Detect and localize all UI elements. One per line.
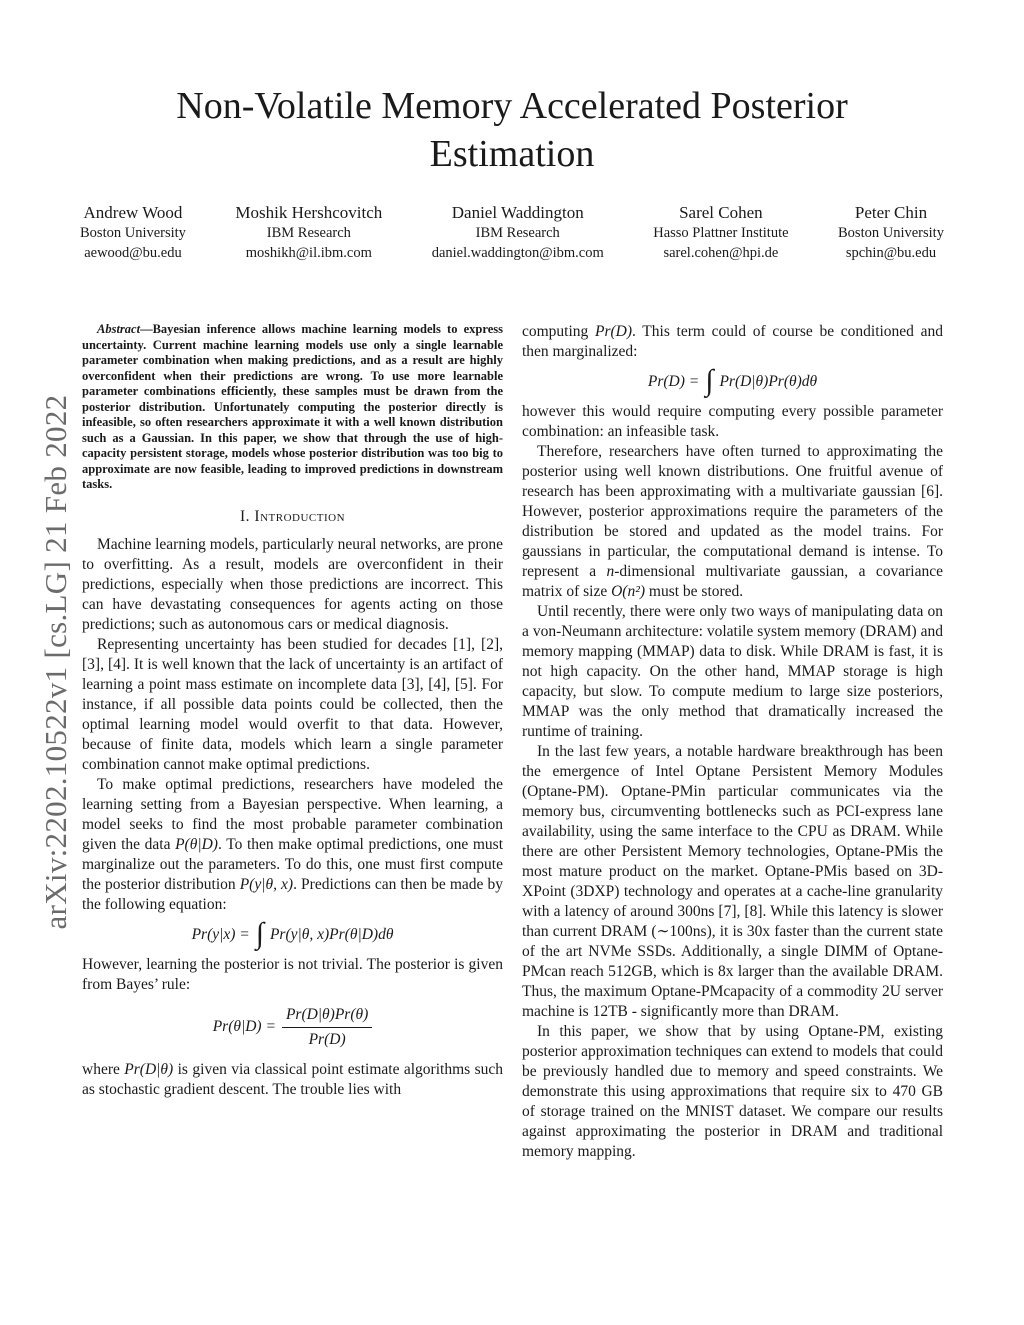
- author-name: Sarel Cohen: [679, 203, 763, 222]
- author-email[interactable]: moshikh@il.ibm.com: [245, 245, 372, 261]
- paragraph: Machine learning models, particularly neural networks, are prone to overfitting. As a result, models are overconfident in their predictions, especially when those predictions are incorrect. This can have devastating consequences for agents acting on those predictions; such as autonomous cars or medical diagnosis.: [82, 535, 503, 633]
- arxiv-identifier[interactable]: arXiv:2202.10522v1 [cs.LG] 21 Feb 2022: [38, 394, 73, 930]
- author-name: Moshik Hershcovitch: [235, 203, 383, 222]
- author: [838, 202, 944, 263]
- eq-rhs: Pr(y|θ, x)Pr(θ|D)dθ: [269, 925, 394, 943]
- author-email[interactable]: spchin@bu.edu: [845, 245, 937, 261]
- paragraph: In the last few years, a notable hardware breakthrough has been the emergence of Intel Optane Persistent Memory Modules (Optane-PM). Optane-PMin particular communicates via the memory bus, circumventing bottlenecks such as PCI-express lane availability, using the same interface to the CPU as DRAM. While there are other Persistent Memory technologies, Optane-PMis the most mature product on the market. Optane-PMis based on 3D-XPoint (3DXP) technology and operates at a cache-line granularity with a latency of around 300ns [7], [8]. While this latency is slower than current DRAM (∼100ns), it is 30x faster than the current state of the art NVMe SSDs. Additionally, a single DIMM of Optane-PMcan reach 512GB, which is 8x larger than the available DRAM. Thus, the maximum Optane-PMcapacity of a commodity 2U server machine is 12TB - significantly more than DRAM.: [522, 743, 943, 1020]
- integral-sign: ∫: [255, 916, 264, 950]
- fraction-numerator: Pr(D|θ)Pr(θ): [282, 1005, 372, 1028]
- equation-predictive: [82, 916, 503, 950]
- math-inline: P(y|θ, x): [239, 875, 294, 893]
- author-affiliation: Boston University: [80, 225, 186, 241]
- author-list: [80, 202, 944, 263]
- paragraph: [522, 442, 943, 602]
- text-run: . To then make optimal predictions, one must marginalize out the parameters. To do this, one must first compute the posterior distribution: [82, 835, 503, 893]
- text-run: must be stored.: [645, 583, 744, 600]
- author-name: Andrew Wood: [83, 203, 183, 222]
- right-column: [522, 322, 943, 1162]
- paragraph: [82, 1060, 503, 1100]
- text-run: computing: [522, 323, 595, 340]
- text-run: -dimensional multivariate gaussian, a covariance matrix of size: [522, 563, 943, 600]
- abstract: [82, 322, 503, 493]
- paragraph: However, learning the posterior is not trivial. The posterior is given from Bayes’ rule:: [82, 955, 503, 993]
- equation-evidence: [522, 364, 943, 397]
- author: [653, 202, 788, 263]
- abstract-text: Bayesian inference allows machine learning models to express uncertainty. Current machine learning models use only a single learnable parameter combination when making predictions, and as a result are highly overconfident when their predictions are wrong. To use more learnable parameter combinations efficiently, these samples must be drawn from the posterior distribution. Unfortunately computing the posterior directly is infeasible, so often researchers approximate it with a well known distribution such as a Gaussian. In this paper, we show that through the use of high-capacity persistent storage, models whose posterior distribution was too big to approximate are now feasible, leading to improved predictions in downstream tasks.: [82, 322, 503, 491]
- author-email[interactable]: aewood@bu.edu: [84, 245, 182, 261]
- math-inline: P(θ|D): [175, 835, 218, 853]
- text-run: . This term could of course be conditioned and then marginalized:: [522, 323, 943, 360]
- left-column: [82, 322, 503, 1100]
- text-run: . Predictions can then be made by the following equation:: [82, 875, 503, 913]
- section-title: Introduction: [254, 507, 346, 525]
- text-run: To make optimal predictions, researchers have modeled the learning setting from a Bayesian perspective. When learning, a model seeks to find the most probable parameter combination given the data: [82, 775, 503, 853]
- paragraph: Representing uncertainty has been studied for decades [1], [2], [3], [4]. It is well known that the lack of uncertainty is an artifact of learning a point mass estimate on incomplete data [3], [4], [5]. For instance, if all possible data points could be collected, then the optimal learning model would overfit to that data. However, because of finite data, models which learn a single parameter combination cannot make optimal predictions.: [82, 635, 503, 773]
- abstract-label: Abstract: [97, 322, 141, 336]
- math-inline: Pr(D|θ): [124, 1060, 174, 1078]
- paragraph: In this paper, we show that by using Optane-PM, existing posterior approximation techniques can extend to models that could be previously handled due to memory and speed constraints. We demonstrate this using approximations that require six to 470 GB of storage trained on the MNIST dataset. We compare our results against approximating the posterior in DRAM and traditional memory mapping.: [522, 1023, 943, 1160]
- eq-lhs: Pr(y|x) =: [191, 925, 250, 943]
- author-email[interactable]: sarel.cohen@hpi.de: [663, 245, 779, 261]
- author-affiliation: Hasso Plattner Institute: [653, 225, 789, 241]
- integral-sign: ∫: [705, 364, 714, 397]
- author-name: Peter Chin: [854, 203, 928, 222]
- equation-bayes: [82, 1005, 503, 1050]
- math-inline: Pr(D): [594, 323, 633, 340]
- paragraph: Until recently, there were only two ways of manipulating data on a von-Neumann architecture: volatile system memory (DRAM) and memory mapping (MMAP) data to disk. While DRAM is fast, it is not high capacity. On the other hand, MMAP storage is high capacity, but slow. To compute medium to large size posteriors, MMAP was the only method that dramatically increased the runtime of training.: [522, 603, 943, 740]
- author-email[interactable]: daniel.waddington@ibm.com: [431, 245, 604, 261]
- paragraph: [82, 775, 503, 915]
- section-heading: [82, 507, 503, 527]
- author-affiliation: IBM Research: [475, 225, 560, 241]
- paper-title: Non-Volatile Memory Accelerated Posterior Estimation: [176, 85, 848, 175]
- eq-rhs: Pr(D|θ)Pr(θ)dθ: [719, 373, 818, 390]
- paragraph: [522, 322, 943, 362]
- author: [235, 202, 382, 263]
- fraction: [282, 1005, 372, 1050]
- author-affiliation: Boston University: [838, 225, 944, 241]
- author-name: Daniel Waddington: [451, 203, 584, 222]
- author-affiliation: IBM Research: [266, 225, 351, 241]
- eq-lhs: Pr(D) =: [647, 373, 700, 390]
- author: [80, 202, 186, 263]
- eq-lhs: Pr(θ|D) =: [212, 1018, 276, 1035]
- paragraph: however this would require computing every possible parameter combination: an infeasible task.: [522, 403, 943, 440]
- text-run: where: [82, 1060, 125, 1078]
- text-run: is given via classical point estimate algorithms such as stochastic gradient descent. The trouble lies with: [82, 1060, 503, 1098]
- math-inline: O(n²): [611, 583, 646, 600]
- section-number: I.: [239, 507, 251, 525]
- author: [432, 202, 604, 263]
- math-inline: n: [606, 563, 615, 580]
- text-run: Therefore, researchers have often turned to approximating the posterior using well known distributions. One fruitful avenue of research has been approximating with a multivariate gaussian [6]. However, posterior approximations require the parameters of the distribution be stored and updated as the model trains. For gaussians in particular, the computational demand is intense. To represent a: [522, 443, 943, 580]
- abstract-dash: —: [140, 322, 153, 336]
- fraction-denominator: Pr(D): [308, 1030, 346, 1048]
